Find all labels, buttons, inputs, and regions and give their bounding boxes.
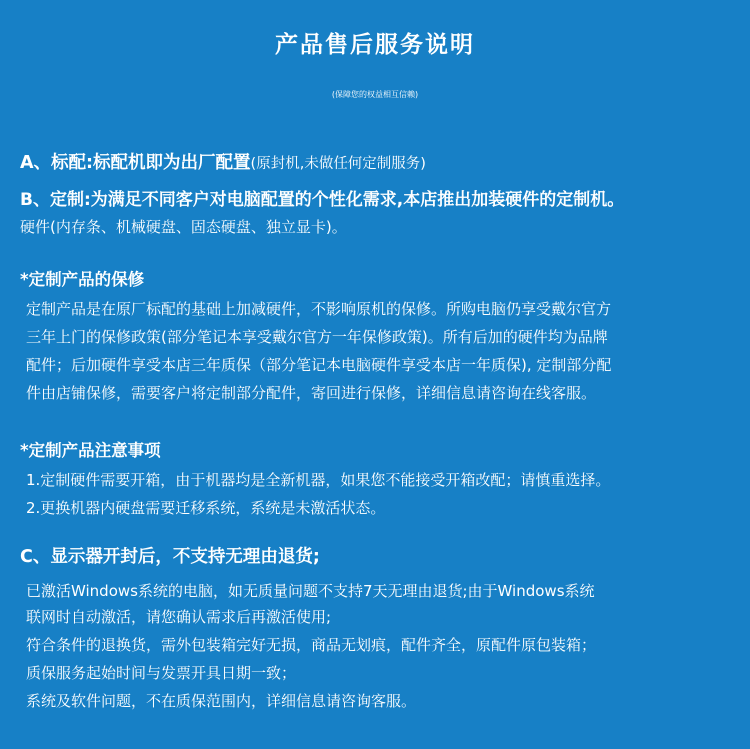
section-c-heading: C、显示器开封后，不支持无理由退货; [20,547,320,567]
section-c-line: 符合条件的退换货，需外包装箱完好无损，商品无划痕，配件齐全，原配件原包装箱； [26,636,597,654]
section-a-heading [20,149,426,174]
notes-line: 1.定制硬件需要开箱，由于机器均是全新机器，如果您不能接受开箱改配；请慎重选择。 [26,471,611,489]
section-c-line: 联网时自动激活，请您确认需求后再激活使用; [26,608,332,626]
section-c-line: 已激活Windows系统的电脑，如无质量问题不支持7天无理由退货;由于Windows系统 [26,582,595,600]
section-c-line: 系统及软件问题，不在质保范围内，详细信息请咨询客服。 [26,692,417,710]
page-subtitle: (保障您的权益相互信赖) [331,90,419,99]
page-title: 产品售后服务说明 [275,32,475,58]
warranty-line: 三年上门的保修政策(部分笔记本享受戴尔官方一年保修政策)。所有后加的硬件均为品牌 [26,328,608,346]
warranty-line: 配件；后加硬件享受本店三年质保（部分笔记本电脑硬件享受本店一年质保), 定制部分配 [26,356,612,374]
section-a-heading-text: A、标配:标配机即为出厂配置 [20,153,251,173]
notes-line: 2.更换机器内硬盘需要迁移系统，系统是未激活状态。 [26,499,386,517]
notes-heading: *定制产品注意事项 [20,441,161,460]
warranty-line: 定制产品是在原厂标配的基础上加减硬件，不影响原机的保修。所购电脑仍享受戴尔官方 [26,300,612,318]
warranty-heading: *定制产品的保修 [20,270,145,289]
section-b-detail: 硬件(内存条、机械硬盘、固态硬盘、独立显卡)。 [20,218,347,236]
section-c-line: 质保服务起始时间与发票开具日期一致； [26,664,297,682]
section-a-note: (原封机,未做任何定制服务) [250,156,426,172]
warranty-line: 件由店铺保修，需要客户将定制部分配件，寄回进行保修，详细信息请咨询在线客服。 [26,384,597,402]
section-b-heading: B、定制:为满足不同客户对电脑配置的个性化需求,本店推出加装硬件的定制机。 [20,190,625,210]
